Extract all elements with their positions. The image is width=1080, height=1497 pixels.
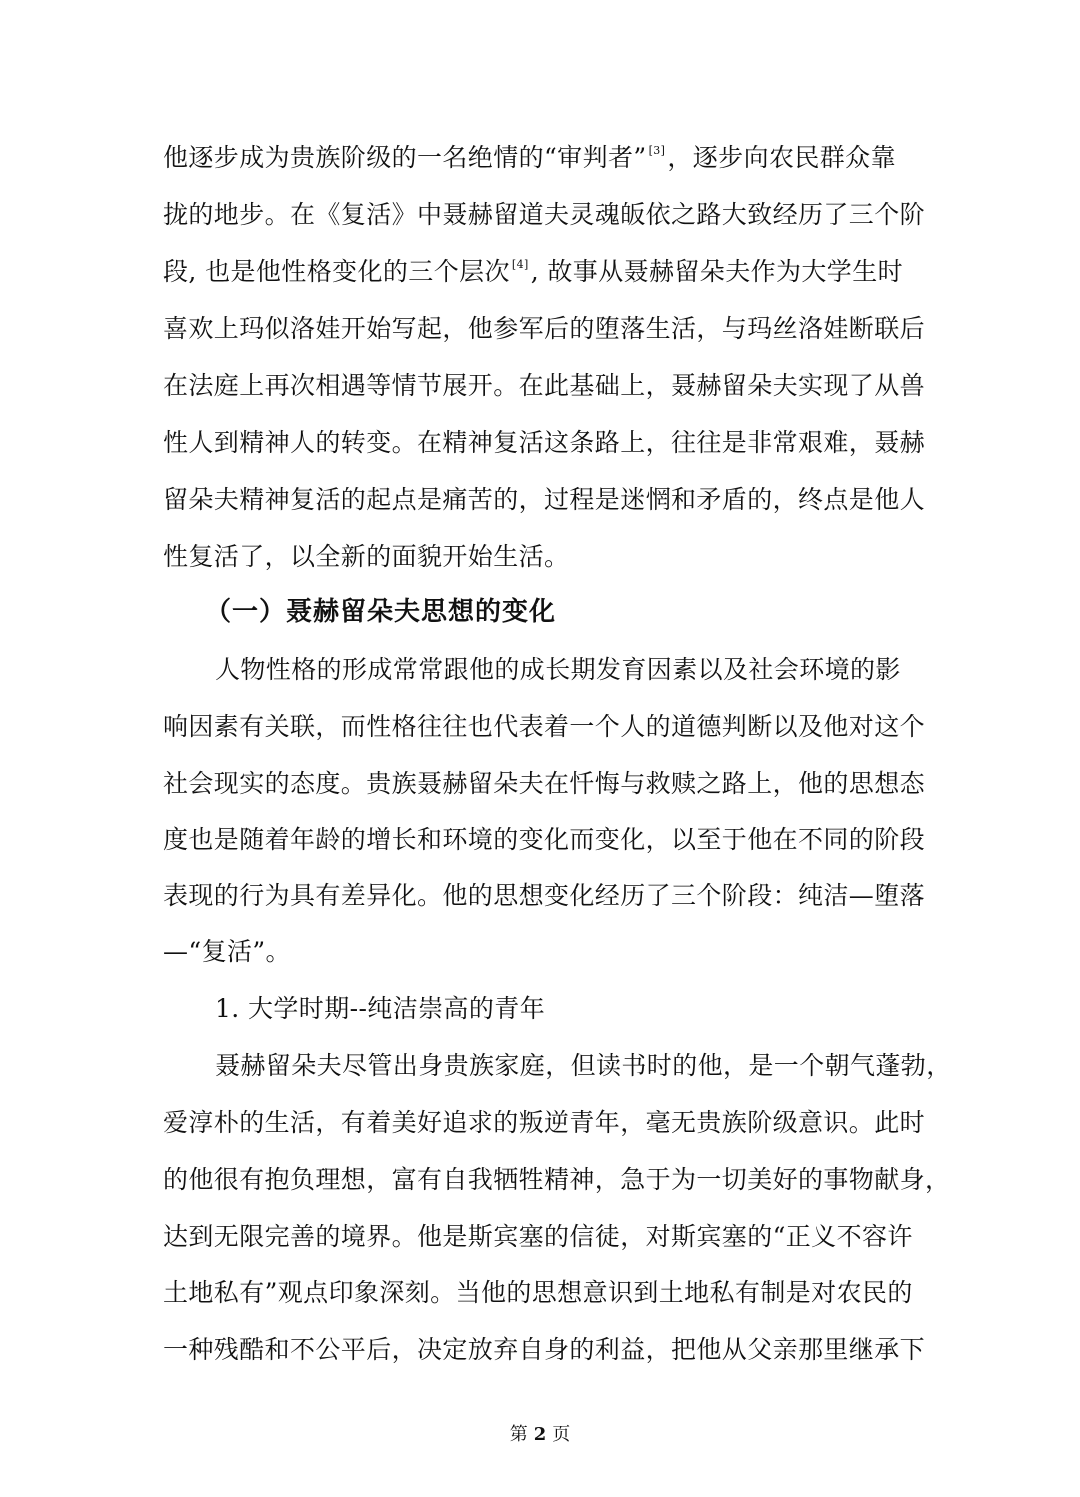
paragraph-line: 的他很有抱负理想，富有自我牺牲精神，急于为一切美好的事物献身， — [163, 1165, 951, 1194]
text-run: 段, 也是他性格变化的三个层次 — [163, 257, 510, 286]
citation-superscript: [4] — [511, 258, 529, 271]
paragraph-line: 表现的行为具有差异化。他的思想变化经历了三个阶段：纯洁—堕落 — [163, 881, 926, 910]
paragraph-line — [163, 138, 923, 178]
paragraph-line: 响因素有关联，而性格往往也代表着一个人的道德判断以及他对这个 — [163, 712, 926, 741]
paragraph-line: —“复活”。 — [163, 937, 291, 966]
paragraph-line: 性人到精神人的转变。在精神复活这条路上，往往是非常艰难，聂赫 — [163, 428, 926, 457]
text-run: 他逐步成为贵族阶级的一名绝情的“审判者” — [163, 143, 647, 172]
paragraph-line: 在法庭上再次相遇等情节展开。在此基础上，聂赫留朵夫实现了从兽 — [163, 371, 926, 400]
paragraph-line: 度也是随着年龄的增长和环境的变化而变化，以至于他在不同的阶段 — [163, 825, 926, 854]
page-footer — [0, 1420, 1080, 1450]
paragraph-line — [163, 252, 923, 292]
text-run: ，逐步向农民群众靠 — [667, 143, 896, 172]
paragraph-line: 聂赫留朵夫尽管出身贵族家庭，但读书时的他，是一个朝气蓬勃， — [215, 1051, 952, 1080]
page-number: 2 — [533, 1424, 547, 1445]
paragraph-line: 拢的地步。在《复活》中聂赫留道夫灵魂皈依之路大致经历了三个阶 — [163, 200, 926, 229]
paragraph-line: 喜欢上玛似洛娃开始写起，他参军后的堕落生活，与玛丝洛娃断联后 — [163, 314, 926, 343]
page-number-suffix: 页 — [552, 1424, 571, 1445]
section-heading: （一）聂赫留朵夫思想的变化 — [205, 597, 557, 627]
paragraph-line: 留朵夫精神复活的起点是痛苦的，过程是迷惘和矛盾的，终点是他人 — [163, 485, 926, 514]
paragraph-line: 人物性格的形成常常跟他的成长期发育因素以及社会环境的影 — [215, 655, 901, 684]
page-number-prefix: 第 — [509, 1424, 528, 1445]
paragraph-line: 社会现实的态度。贵族聂赫留朵夫在忏悔与救赎之路上，他的思想态 — [163, 769, 926, 798]
paragraph-line: 一种残酷和不公平后，决定放弃自身的利益，把他从父亲那里继承下 — [163, 1335, 926, 1364]
citation-superscript: [3] — [648, 144, 666, 157]
text-run: , 故事从聂赫留朵夫作为大学生时 — [530, 257, 903, 286]
paragraph-line: 爱淳朴的生活，有着美好追求的叛逆青年，毫无贵族阶级意识。此时 — [163, 1108, 926, 1137]
paragraph-line: 达到无限完善的境界。他是斯宾塞的信徒，对斯宾塞的“正义不容许 — [163, 1222, 913, 1251]
paragraph-line: 土地私有”观点印象深刻。当他的思想意识到土地私有制是对农民的 — [163, 1278, 913, 1307]
paragraph-line: 性复活了，以全新的面貌开始生活。 — [163, 542, 570, 571]
subsection-heading: 1. 大学时期--纯洁崇高的青年 — [215, 994, 546, 1023]
